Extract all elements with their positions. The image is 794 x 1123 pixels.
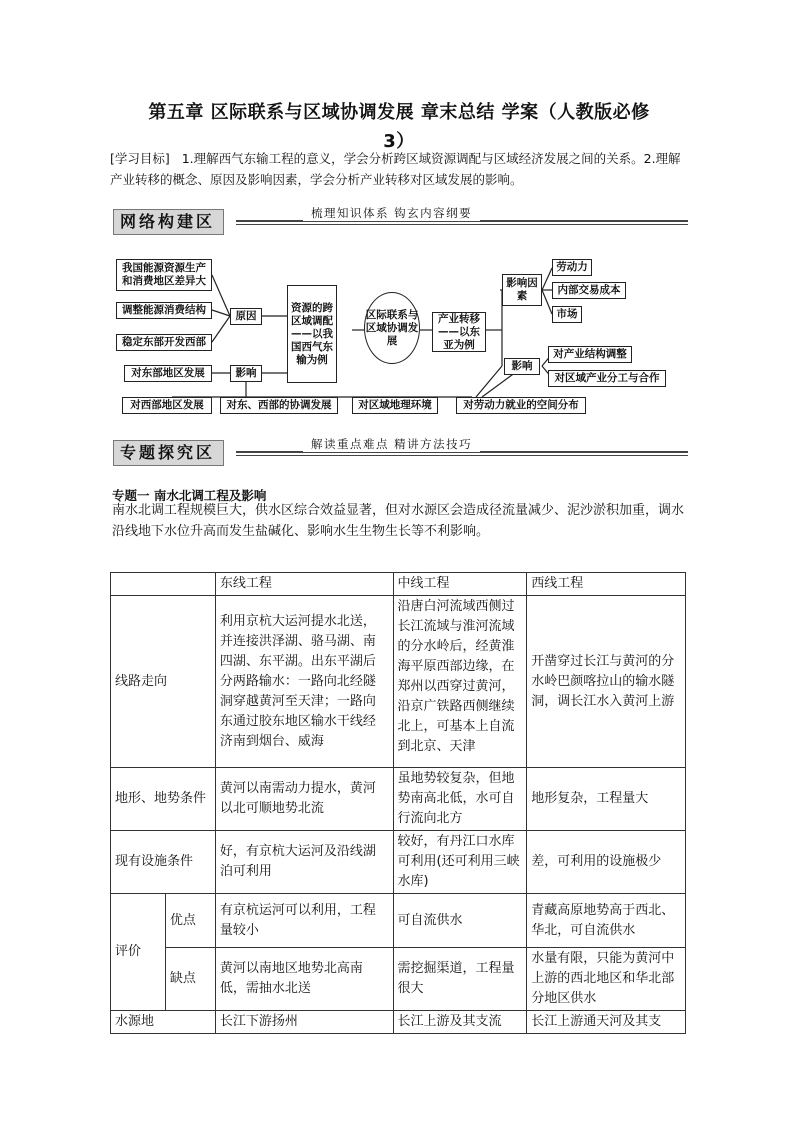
table-header-cell: 西线工程 [527,573,686,596]
title-line-1: 第五章 区际联系与区域协调发展 章末总结 学案（人教版必修 [148,102,650,123]
table-cell: 好，有京杭大运河及沿线湖泊可利用 [215,831,393,894]
table-cell: 虽地势较复杂，但地势南高北低，水可自行流向北方 [393,768,527,831]
banner-network-tag: 网络构建区 [113,209,224,235]
node-industry-structure: 对产业结构调整 [548,346,632,363]
table-cell: 长江上游通天河及其支 [527,1011,686,1034]
table-cell: 地形复杂，工程量大 [527,768,686,831]
banner-topic [113,437,688,466]
node-market: 市场 [552,306,582,323]
table-cell: 利用京杭大运河提水北送，并连接洪泽湖、骆马湖、南四湖、东平湖。出东平湖后分两路输水：一路向北经隧洞穿越黄河至天津；一路向东通过胶东地区输水干线经济南到烟台、威海 [215,596,393,768]
node-resource-allocation: 资源的跨区域调配——以我国西气东输为例 [287,285,337,383]
table-header-row [111,573,686,596]
node-center: 区际联系与区域协调发展 [364,292,420,364]
node-energy-structure: 调整能源消费结构 [116,302,212,319]
node-factors: 影响因素 [502,274,542,306]
table-cell: 长江下游扬州 [215,1011,393,1034]
table-header-cell [111,573,216,596]
topic-title: 专题一 南水北调工程及影响 [112,488,267,503]
concept-map [112,250,692,420]
table-header-cell: 东线工程 [215,573,393,596]
table-row-facility [111,831,686,894]
table-cell: 黄河以南地区地势北高南低，需抽水北送 [215,948,393,1011]
table-cell: 需挖掘渠道，工程量很大 [393,948,527,1011]
table-cell: 水量有限，只能为黄河中上游的西北地区和华北部分地区供水 [527,948,686,1011]
node-west-development: 对西部地区发展 [122,397,212,414]
banner-network-subtitle: 梳理知识体系 钩玄内容纲要 [303,205,480,221]
banner-rule [236,224,688,225]
row-label: 线路走向 [111,596,216,768]
table-row-terrain [111,768,686,831]
banner-network [113,206,688,235]
banner-topic-subtitle: 解读重点难点 精讲方法技巧 [303,436,480,452]
table-cell: 较好，有丹江口水库可利用(还可利用三峡水库) [393,831,527,894]
table-cell: 开凿穿过长江与黄河的分水岭巴颜喀拉山的输水隧洞，调长江水入黄河上游 [527,596,686,768]
table-cell: 长江上游及其支流 [393,1011,527,1034]
table-row-cons [111,948,686,1011]
node-effect-left: 影响 [230,365,262,382]
connector [542,268,552,290]
table-row-source [111,1011,686,1034]
node-effect-right: 影响 [504,358,540,375]
node-geo-environment: 对区域地理环境 [352,397,438,414]
connector [212,316,230,342]
table-header-cell: 中线工程 [393,573,527,596]
connector [542,290,552,314]
node-labor-distribution: 对劳动力就业的空间分布 [456,397,586,414]
row-label: 水源地 [111,1011,216,1034]
comparison-table [110,572,686,1034]
row-label: 评价 [111,894,166,1011]
table-cell: 差，可利用的设施极少 [527,831,686,894]
node-east-development: 对东部地区发展 [124,365,212,382]
node-industry-transfer: 产业转移——以东亚为例 [432,312,486,352]
objectives-text: 1.理解西气东输工程的意义，学会分析跨区域资源调配与区域经济发展之间的关系。2.理解产业转移的概念、原因及影响因素，学会分析产业转移对区域发展的影响。 [110,151,681,187]
node-trade-cost: 内部交易成本 [552,282,626,299]
sub-label: 缺点 [165,948,215,1011]
node-industry-division: 对区域产业分工与合作 [548,370,666,387]
learning-objectives [110,148,688,190]
objectives-label: [学习目标] [110,151,170,166]
title-line-2: 3） [383,131,415,152]
table-cell: 沿唐白河流域西侧过长江流域与淮河流域的分水岭后，经黄淮海平原西部边缘，在郑州以西穿过黄河，沿京广铁路西侧继续北上，可基本上自流到北京、天津 [393,596,527,768]
connector [212,275,230,316]
table-cell: 青藏高原地势高于西北、华北，可自流供水 [527,894,686,948]
banner-rule [236,455,688,456]
table-cell: 可自流供水 [393,894,527,948]
topic-text: 南水北调工程规模巨大，供水区综合效益显著，但对水源区会造成径流量减少、泥沙淤积加重，调水沿线地下水位升高而发生盐碱化、影响水生生物生长等不利影响。 [112,503,685,539]
banner-topic-tag: 专题探究区 [113,440,224,466]
row-label: 现有设施条件 [111,831,216,894]
node-stabilize-east: 稳定东部开发西部 [116,334,212,351]
table-cell: 黄河以南需动力提水，黄河以北可顺地势北流 [215,768,393,831]
node-cause: 原因 [230,308,262,325]
table-cell: 有京杭运河可以利用，工程量较小 [215,894,393,948]
table-row-route [111,596,686,768]
node-coordination: 对东、西部的协调发展 [220,397,338,414]
sub-label: 优点 [165,894,215,948]
row-label: 地形、地势条件 [111,768,216,831]
node-labor: 劳动力 [552,259,592,276]
node-energy-distribution: 我国能源资源生产和消费地区差异大 [116,259,212,291]
table-row-pros [111,894,686,948]
